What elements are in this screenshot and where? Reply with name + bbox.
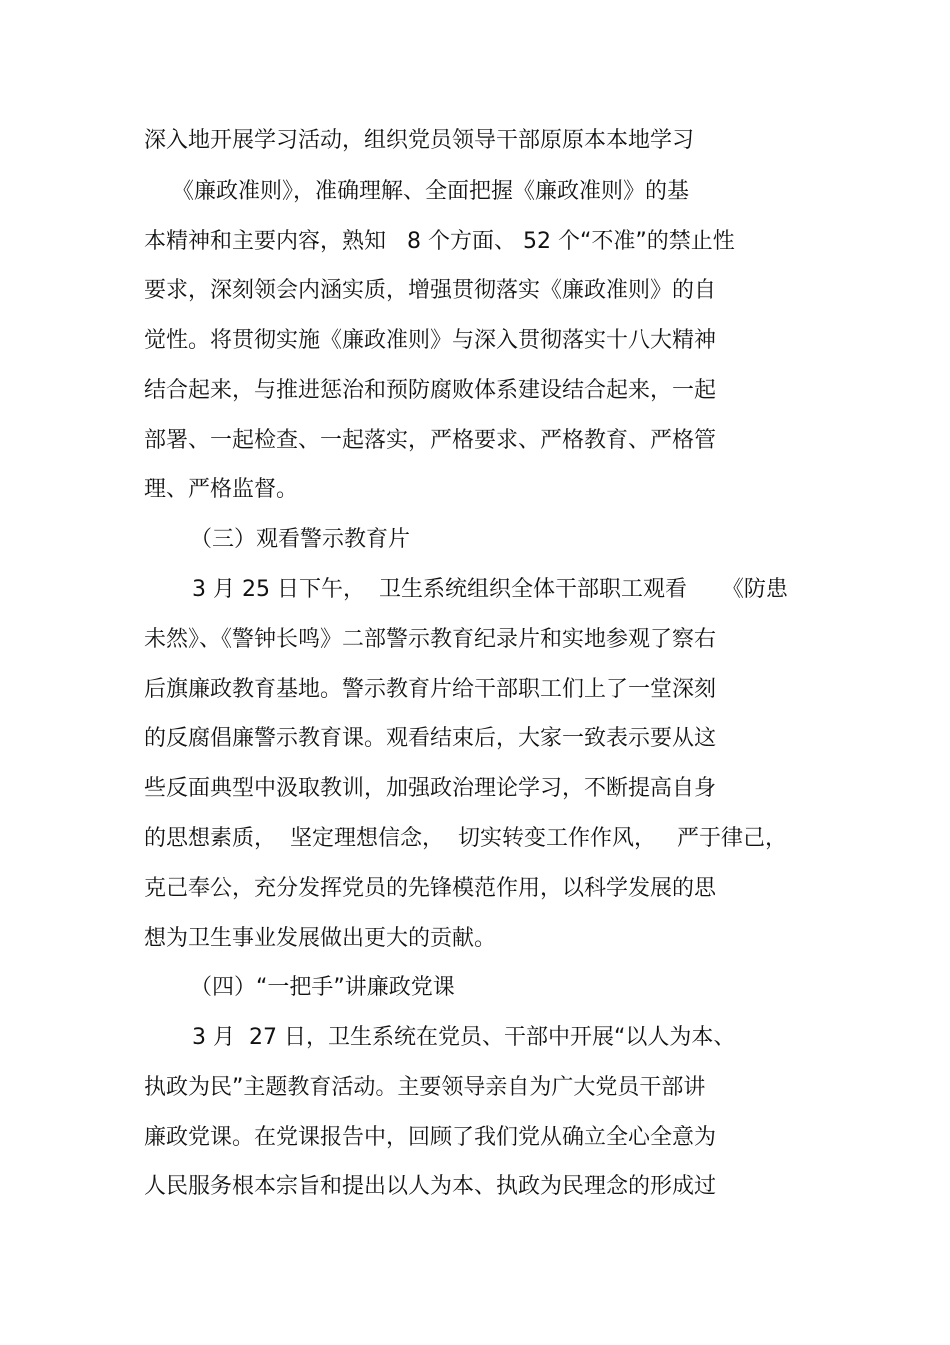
text-line-13: 的反腐倡廉警示教育课。观看结束后，大家一致表示要从这: [144, 726, 717, 751]
text-line-8: 理、严格监督。: [144, 477, 299, 502]
text-line-17: 想为卫生事业发展做出更大的贡献。: [144, 926, 497, 951]
section-heading-4: （四）“一把手”讲廉政党课: [190, 975, 455, 1000]
text-line-12: 后旗廉政教育基地。警示教育片给干部职工们上了一堂深刻: [144, 677, 717, 702]
text-line-7: 部署、一起检查、一起落实，严格要求、严格教育、严格管: [144, 428, 717, 453]
text-line-1: 深入地开展学习活动，组织党员领导干部原原本本地学习: [144, 128, 695, 153]
section-heading-3: （三）观看警示教育片: [190, 527, 411, 552]
text-line-20: 执政为民”主题教育活动。主要领导亲自为广大党员干部讲: [144, 1075, 706, 1100]
text-line-19: 3 月 27 日，卫生系统在党员、干部中开展“以人为本、: [192, 1025, 736, 1050]
text-line-2: 《廉政准则》，准确理解、全面把握《廉政准则》的基: [144, 179, 689, 204]
text-line-4: 要求，深刻领会内涵实质，增强贯彻落实《廉政准则》的自: [144, 278, 717, 303]
text-line-3: 本精神和主要内容，熟知 8 个方面、 52 个“不准”的禁止性: [144, 229, 735, 254]
text-line-16: 克己奉公，充分发挥党员的先锋模范作用，以科学发展的思: [144, 876, 717, 901]
text-line-10: 3 月 25 日下午， 卫生系统组织全体干部职工观看 《防患: [192, 577, 788, 602]
text-line-15: 的思想素质， 坚定理想信念， 切实转变工作作风， 严于律己，: [144, 826, 787, 851]
text-line-5: 觉性。将贯彻实施《廉政准则》与深入贯彻落实十八大精神: [144, 328, 717, 353]
text-line-22: 人民服务根本宗旨和提出以人为本、执政为民理念的形成过: [144, 1174, 717, 1199]
text-line-21: 廉政党课。在党课报告中，回顾了我们党从确立全心全意为: [144, 1125, 717, 1150]
text-line-6: 结合起来，与推进惩治和预防腐败体系建设结合起来，一起: [144, 378, 717, 403]
text-line-11: 未然》、《警钟长鸣》二部警示教育纪录片和实地参观了察右: [144, 627, 717, 652]
text-line-14: 些反面典型中汲取教训，加强政治理论学习，不断提高自身: [144, 776, 717, 801]
